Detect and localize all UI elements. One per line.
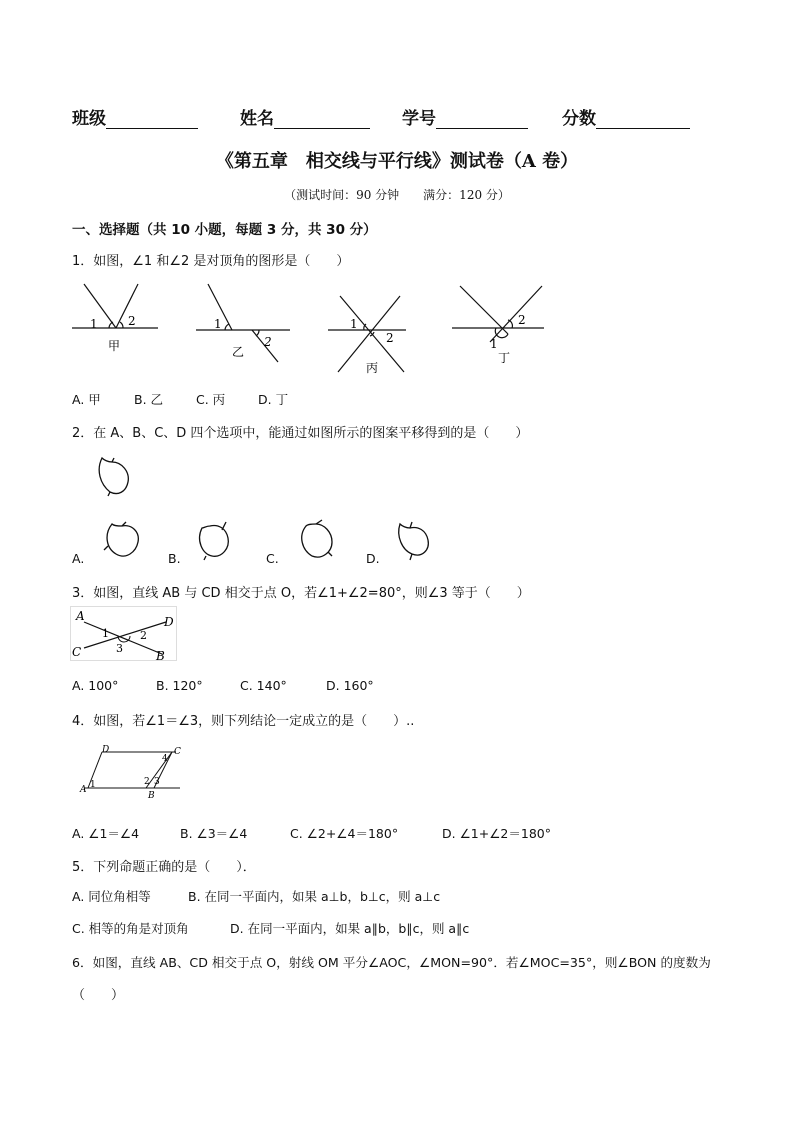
q1-jia-angle1: 1 xyxy=(90,317,98,331)
q3-text: 3．如图，直线 AB 与 CD 相交于点 O，若∠1+∠2=80°，则∠3 等于（ ） xyxy=(72,586,530,601)
q1-yi-angle1: 1 xyxy=(214,317,222,331)
q5-option-d[interactable]: D. 在同一平面内，如果 a∥b，b∥c，则 a∥c xyxy=(230,921,470,936)
q3-angle3: 3 xyxy=(116,642,123,655)
q1-option-b[interactable]: B. 乙 xyxy=(134,392,164,407)
q3-option-d[interactable]: D. 160° xyxy=(326,678,374,693)
q1-option-d[interactable]: D. 丁 xyxy=(258,392,289,407)
class-field xyxy=(72,104,198,129)
q6-answer-paren: （ ） xyxy=(72,988,125,1003)
name-blank[interactable] xyxy=(274,112,370,129)
q1-jia-angle2: 2 xyxy=(128,314,136,328)
q2-option-d-icon[interactable] xyxy=(392,516,438,562)
q4-angle4: 4 xyxy=(162,754,168,764)
q4-figure xyxy=(76,744,186,800)
q2-option-a-icon[interactable] xyxy=(100,516,146,562)
q4-text: 4．如图，若∠1＝∠3，则下列结论一定成立的是（ ）.. xyxy=(72,714,415,729)
q1-yi-angle2: 2 xyxy=(264,335,272,349)
q4-angle3: 3 xyxy=(154,777,160,787)
q1-fig-jia xyxy=(72,284,158,328)
q3-option-b[interactable]: B. 120° xyxy=(156,678,203,693)
q4-option-d[interactable]: D. ∠1+∠2＝180° xyxy=(442,826,551,841)
q5-option-c[interactable]: C. 相等的角是对顶角 xyxy=(72,921,189,936)
q5-option-b[interactable]: B. 在同一平面内，如果 a⊥b，b⊥c，则 a⊥c xyxy=(188,889,441,904)
q3-point-a: A xyxy=(76,609,85,623)
q1-option-c[interactable]: C. 丙 xyxy=(196,392,226,407)
q2-option-c-icon[interactable] xyxy=(294,516,340,562)
section-heading: 一、选择题（共 10 小题，每题 3 分，共 30 分） xyxy=(72,222,377,238)
q1-bing-angle2: 2 xyxy=(386,331,394,345)
q1-fig-label-ding: 丁 xyxy=(498,351,511,365)
q1-fig-label-jia: 甲 xyxy=(108,339,121,353)
q3-angle2: 2 xyxy=(140,629,147,642)
q1-figures xyxy=(72,282,546,376)
q4-point-a: A xyxy=(80,785,87,795)
q1-option-a[interactable]: A. 甲 xyxy=(72,392,101,407)
q2-option-c[interactable]: C. xyxy=(266,551,279,566)
class-blank[interactable] xyxy=(106,112,198,129)
q3-angle1: 1 xyxy=(102,627,109,640)
q2-text: 2．在 A、B、C、D 四个选项中，能通过如图所示的图案平移得到的是（ ） xyxy=(72,426,529,441)
name-field xyxy=(240,104,370,129)
q4-point-b: B xyxy=(148,791,155,800)
id-field xyxy=(402,104,528,129)
q3-figure xyxy=(70,606,178,662)
q4-angle2: 2 xyxy=(144,777,150,787)
class-label: 班级 xyxy=(72,109,106,129)
q1-fig-label-bing: 丙 xyxy=(366,361,379,375)
name-label: 姓名 xyxy=(240,109,274,129)
id-blank[interactable] xyxy=(436,112,528,129)
q3-option-c[interactable]: C. 140° xyxy=(240,678,287,693)
q5-text: 5．下列命题正确的是（ ）． xyxy=(72,860,256,875)
q1-ding-angle2: 2 xyxy=(518,313,526,327)
q2-option-b[interactable]: B. xyxy=(168,551,181,566)
score-label: 分数 xyxy=(562,109,596,129)
q3-option-a[interactable]: A. 100° xyxy=(72,678,119,693)
q1-ding-angle1: 1 xyxy=(490,337,498,351)
q1-text: 1．如图，∠1 和∠2 是对顶角的图形是（ ） xyxy=(72,254,350,269)
page-subtitle: （测试时间：90 分钟 满分：120 分） xyxy=(284,188,510,202)
q4-angle1: 1 xyxy=(90,780,96,790)
q4-option-a[interactable]: A. ∠1＝∠4 xyxy=(72,826,140,841)
q3-point-c: C xyxy=(72,645,82,659)
q4-point-d: D xyxy=(102,745,110,755)
q2-option-b-icon[interactable] xyxy=(192,516,238,562)
q1-bing-angle1: 1 xyxy=(350,317,358,331)
q4-option-b[interactable]: B. ∠3＝∠4 xyxy=(180,826,248,841)
q2-option-d[interactable]: D. xyxy=(366,551,380,566)
q3-point-d: D xyxy=(164,615,174,629)
q1-fig-label-yi: 乙 xyxy=(232,345,245,359)
score-blank[interactable] xyxy=(596,112,690,129)
score-field xyxy=(562,104,690,129)
q3-point-b: B xyxy=(156,649,165,662)
q4-point-c: C xyxy=(174,747,181,757)
q2-option-a[interactable]: A. xyxy=(72,551,85,566)
q4-option-c[interactable]: C. ∠2+∠4＝180° xyxy=(290,826,399,841)
q5-option-a[interactable]: A. 同位角相等 xyxy=(72,889,151,904)
q6-text: 6．如图，直线 AB、CD 相交于点 O，射线 OM 平分∠AOC，∠MON=90°．若∠MOC=35°，则∠BON 的度数为 xyxy=(72,955,711,970)
page-title: 《第五章 相交线与平行线》测试卷（A 卷） xyxy=(215,151,579,172)
id-label: 学号 xyxy=(402,109,436,129)
q2-pattern-icon xyxy=(92,452,138,498)
q1-fig-ding xyxy=(452,286,544,342)
